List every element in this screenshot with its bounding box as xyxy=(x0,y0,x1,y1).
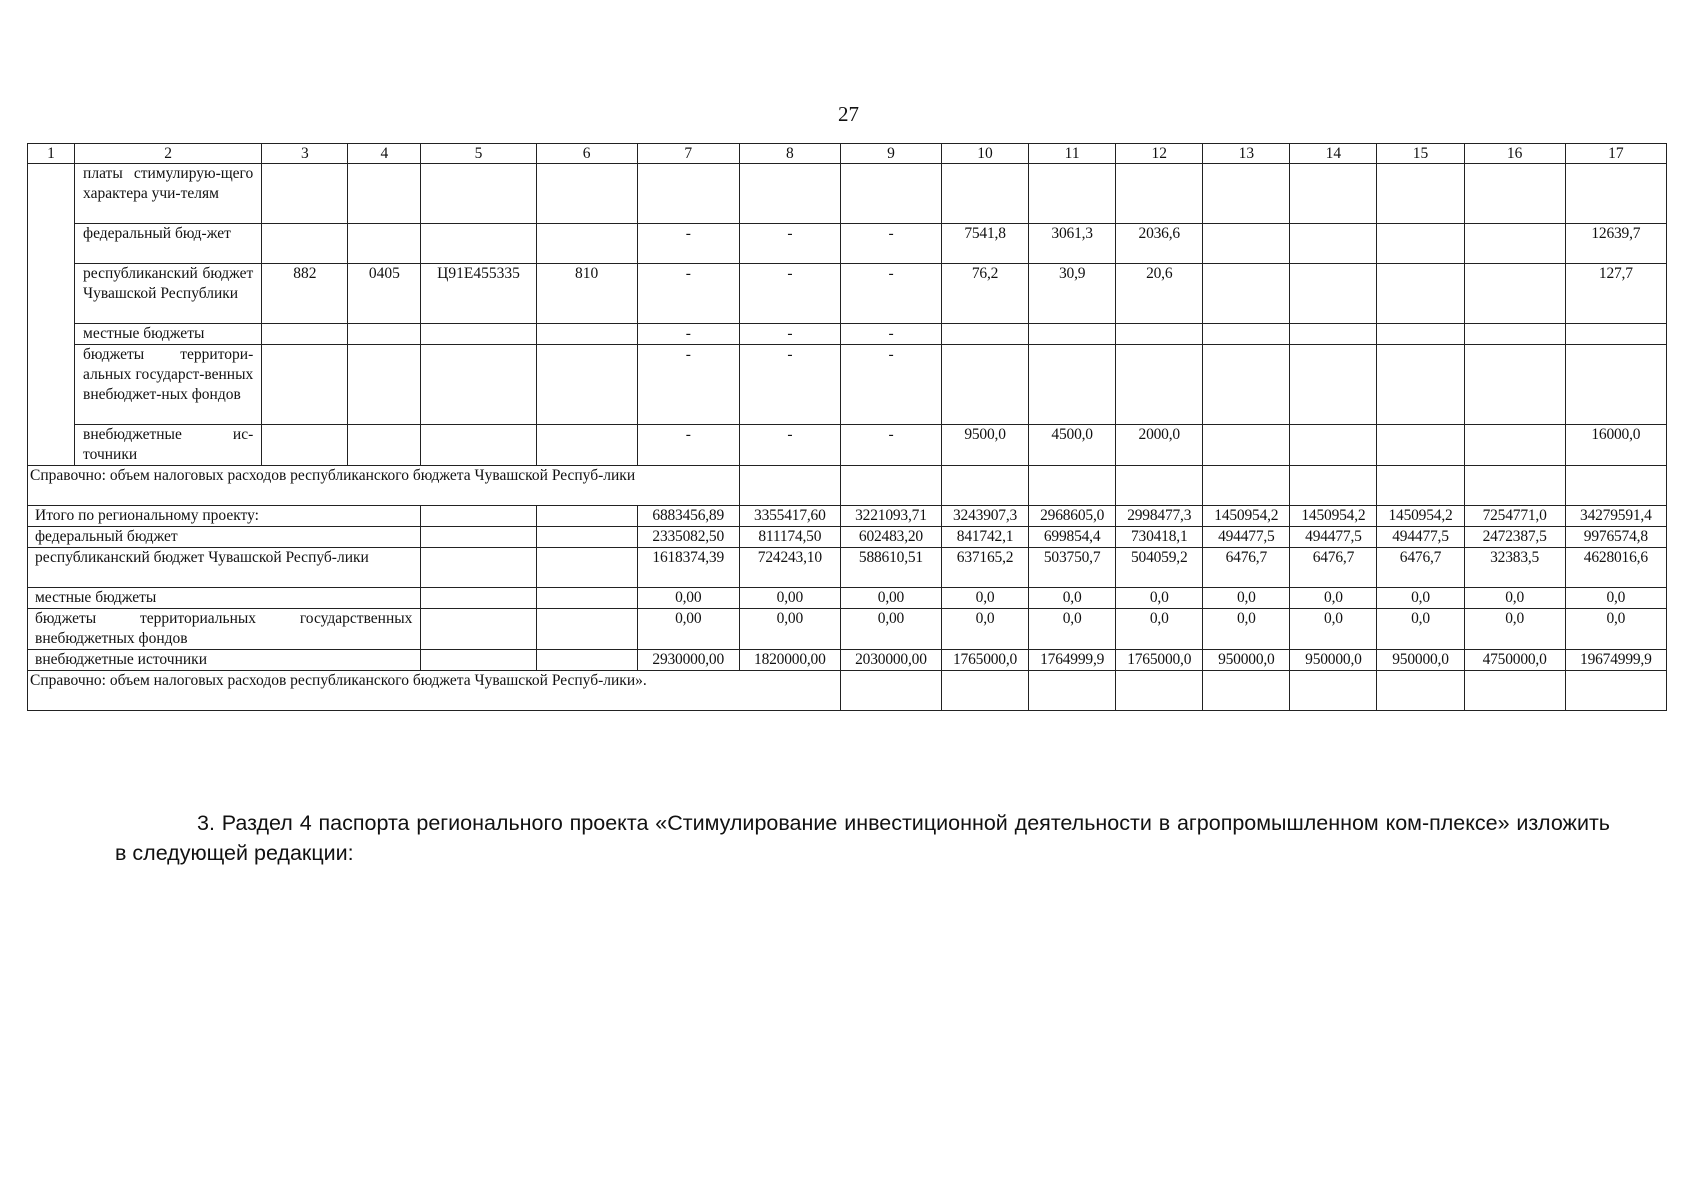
value-cell: - xyxy=(739,345,840,425)
value-cell xyxy=(739,164,840,224)
budget-table xyxy=(27,143,1667,711)
value-cell: - xyxy=(739,425,840,466)
value-cell: 3243907,3 xyxy=(942,506,1029,527)
code-cell xyxy=(262,425,348,466)
code-cell xyxy=(262,324,348,345)
header-cell: 11 xyxy=(1029,144,1116,164)
value-cell: 0,0 xyxy=(1290,609,1377,650)
value-cell: 0,0 xyxy=(1029,609,1116,650)
empty-cell xyxy=(536,650,637,671)
row-number-cell xyxy=(28,345,75,425)
empty-cell xyxy=(421,506,536,527)
page-number: 27 xyxy=(838,102,859,126)
value-cell: 34279591,4 xyxy=(1565,506,1666,527)
empty-cell xyxy=(1464,671,1565,711)
value-cell: 9500,0 xyxy=(942,425,1029,466)
row-name-cell: федеральный бюд-жет xyxy=(75,224,262,264)
value-cell: 637165,2 xyxy=(942,548,1029,588)
value-cell: - xyxy=(840,324,941,345)
value-cell: 0,0 xyxy=(1565,609,1666,650)
totals-label: внебюджетные источники xyxy=(28,650,421,671)
value-cell: 588610,51 xyxy=(840,548,941,588)
row-name-cell: внебюджетные ис-точники xyxy=(75,425,262,466)
value-cell: 494477,5 xyxy=(1290,527,1377,548)
value-cell: - xyxy=(840,264,941,324)
value-cell xyxy=(1464,425,1565,466)
value-cell: 950000,0 xyxy=(1377,650,1464,671)
value-cell xyxy=(1116,164,1203,224)
code-cell xyxy=(536,224,637,264)
value-cell xyxy=(1377,425,1464,466)
value-cell xyxy=(1464,324,1565,345)
value-cell xyxy=(1029,324,1116,345)
empty-cell xyxy=(840,466,941,506)
empty-cell xyxy=(1029,671,1116,711)
row-name-cell: местные бюджеты xyxy=(75,324,262,345)
header-cell: 3 xyxy=(262,144,348,164)
value-cell: 724243,10 xyxy=(739,548,840,588)
value-cell: 12639,7 xyxy=(1565,224,1666,264)
value-cell: 2036,6 xyxy=(1116,224,1203,264)
code-cell xyxy=(348,345,421,425)
value-cell xyxy=(1377,224,1464,264)
row-number-cell xyxy=(28,164,75,224)
empty-cell xyxy=(1565,466,1666,506)
value-cell: 1765000,0 xyxy=(942,650,1029,671)
value-cell: 4628016,6 xyxy=(1565,548,1666,588)
value-cell: 0,00 xyxy=(637,588,739,609)
reference-note: Справочно: объем налоговых расходов республиканского бюджета Чувашской Респуб-лики». xyxy=(28,671,841,711)
value-cell: 950000,0 xyxy=(1203,650,1290,671)
header-cell: 14 xyxy=(1290,144,1377,164)
header-cell: 10 xyxy=(942,144,1029,164)
value-cell xyxy=(1203,224,1290,264)
value-cell: 2968605,0 xyxy=(1029,506,1116,527)
row-name-cell: платы стимулирую-щего характера учи-телям xyxy=(75,164,262,224)
value-cell xyxy=(1116,324,1203,345)
value-cell: 1450954,2 xyxy=(1203,506,1290,527)
value-cell: 76,2 xyxy=(942,264,1029,324)
value-cell: 2000,0 xyxy=(1116,425,1203,466)
header-cell: 7 xyxy=(637,144,739,164)
instruction-paragraph: 3. Раздел 4 паспорта регионального проекта «Стимулирование инвестиционной деятельности в агропромышленном ком-плексе» изложить в следующей редакции: xyxy=(115,811,1610,865)
empty-cell xyxy=(421,548,536,588)
row-number-cell xyxy=(28,425,75,466)
value-cell xyxy=(1203,164,1290,224)
value-cell xyxy=(1464,164,1565,224)
empty-cell xyxy=(942,671,1029,711)
table-row xyxy=(28,264,1667,324)
value-cell xyxy=(1464,264,1565,324)
value-cell xyxy=(1377,264,1464,324)
value-cell: 2335082,50 xyxy=(637,527,739,548)
value-cell: 503750,7 xyxy=(1029,548,1116,588)
value-cell: 1618374,39 xyxy=(637,548,739,588)
header-cell: 2 xyxy=(75,144,262,164)
value-cell: 0,0 xyxy=(1464,609,1565,650)
table-header xyxy=(28,144,1667,164)
empty-cell xyxy=(536,609,637,650)
value-cell xyxy=(942,324,1029,345)
value-cell: 1450954,2 xyxy=(1377,506,1464,527)
header-cell: 1 xyxy=(28,144,75,164)
totals-label: бюджеты территориальных государственных внебюджетных фондов xyxy=(28,609,421,650)
value-cell: - xyxy=(739,324,840,345)
value-cell: 6476,7 xyxy=(1203,548,1290,588)
code-cell xyxy=(536,345,637,425)
value-cell xyxy=(1290,425,1377,466)
value-cell xyxy=(1203,264,1290,324)
empty-cell xyxy=(1464,466,1565,506)
value-cell: 494477,5 xyxy=(1377,527,1464,548)
empty-cell xyxy=(536,548,637,588)
value-cell: 0,0 xyxy=(942,588,1029,609)
value-cell: - xyxy=(739,264,840,324)
value-cell: - xyxy=(840,345,941,425)
row-number-cell xyxy=(28,224,75,264)
value-cell: 7254771,0 xyxy=(1464,506,1565,527)
value-cell: 20,6 xyxy=(1116,264,1203,324)
totals-label: федеральный бюджет xyxy=(28,527,421,548)
code-cell xyxy=(348,425,421,466)
empty-cell xyxy=(942,466,1029,506)
value-cell xyxy=(942,345,1029,425)
value-cell: 0,0 xyxy=(1203,609,1290,650)
code-cell xyxy=(348,164,421,224)
value-cell xyxy=(1029,164,1116,224)
code-cell xyxy=(536,425,637,466)
value-cell: 950000,0 xyxy=(1290,650,1377,671)
value-cell: - xyxy=(840,425,941,466)
value-cell: 1764999,9 xyxy=(1029,650,1116,671)
value-cell: 0,00 xyxy=(637,609,739,650)
table-row xyxy=(28,345,1667,425)
table-row xyxy=(28,324,1667,345)
value-cell: 6476,7 xyxy=(1377,548,1464,588)
totals-row xyxy=(28,548,1667,588)
value-cell: 0,0 xyxy=(1116,609,1203,650)
totals-label: Итого по региональному проекту: xyxy=(28,506,421,527)
header-cell: 5 xyxy=(421,144,536,164)
value-cell: 32383,5 xyxy=(1464,548,1565,588)
value-cell: - xyxy=(637,425,739,466)
value-cell: 0,0 xyxy=(1029,588,1116,609)
value-cell xyxy=(1565,345,1666,425)
code-cell xyxy=(536,324,637,345)
value-cell: 504059,2 xyxy=(1116,548,1203,588)
header-cell: 9 xyxy=(840,144,941,164)
code-cell xyxy=(262,224,348,264)
value-cell: - xyxy=(637,324,739,345)
value-cell: 0,0 xyxy=(1377,588,1464,609)
reference-row xyxy=(28,466,1667,506)
reference-row xyxy=(28,671,1667,711)
header-cell: 6 xyxy=(536,144,637,164)
value-cell: 841742,1 xyxy=(942,527,1029,548)
empty-cell xyxy=(421,588,536,609)
value-cell xyxy=(1290,224,1377,264)
code-cell xyxy=(421,164,536,224)
value-cell: 699854,4 xyxy=(1029,527,1116,548)
empty-cell xyxy=(1565,671,1666,711)
value-cell xyxy=(1377,164,1464,224)
header-cell: 17 xyxy=(1565,144,1666,164)
value-cell: 127,7 xyxy=(1565,264,1666,324)
value-cell xyxy=(1377,345,1464,425)
value-cell: 9976574,8 xyxy=(1565,527,1666,548)
empty-cell xyxy=(1290,466,1377,506)
code-cell xyxy=(421,324,536,345)
empty-cell xyxy=(1116,466,1203,506)
code-cell xyxy=(421,224,536,264)
value-cell: 0,0 xyxy=(1116,588,1203,609)
value-cell: - xyxy=(637,224,739,264)
value-cell: 730418,1 xyxy=(1116,527,1203,548)
value-cell: 2930000,00 xyxy=(637,650,739,671)
totals-row xyxy=(28,650,1667,671)
empty-cell xyxy=(536,506,637,527)
totals-row xyxy=(28,506,1667,527)
empty-cell xyxy=(840,671,941,711)
value-cell: 1450954,2 xyxy=(1290,506,1377,527)
value-cell: 0,0 xyxy=(1290,588,1377,609)
value-cell: 4750000,0 xyxy=(1464,650,1565,671)
value-cell: 0,0 xyxy=(1464,588,1565,609)
empty-cell xyxy=(421,527,536,548)
empty-cell xyxy=(739,466,840,506)
value-cell: 16000,0 xyxy=(1565,425,1666,466)
code-cell xyxy=(421,345,536,425)
value-cell: 4500,0 xyxy=(1029,425,1116,466)
value-cell: 2472387,5 xyxy=(1464,527,1565,548)
header-cell: 12 xyxy=(1116,144,1203,164)
value-cell xyxy=(1290,164,1377,224)
value-cell xyxy=(1203,345,1290,425)
table-row xyxy=(28,224,1667,264)
code-cell: Ц91Е455335 xyxy=(421,264,536,324)
header-cell: 13 xyxy=(1203,144,1290,164)
value-cell: 0,00 xyxy=(840,588,941,609)
row-name-cell: бюджеты территори-альных государст-венных внебюджет-ных фондов xyxy=(75,345,262,425)
empty-cell xyxy=(1377,671,1464,711)
value-cell: - xyxy=(637,264,739,324)
totals-label: республиканский бюджет Чувашской Респуб-лики xyxy=(28,548,421,588)
value-cell: 3221093,71 xyxy=(840,506,941,527)
totals-row xyxy=(28,588,1667,609)
value-cell xyxy=(1290,264,1377,324)
value-cell: 602483,20 xyxy=(840,527,941,548)
value-cell: 2030000,00 xyxy=(840,650,941,671)
empty-cell xyxy=(1290,671,1377,711)
table-body xyxy=(28,164,1667,711)
code-cell: 882 xyxy=(262,264,348,324)
value-cell: 1765000,0 xyxy=(1116,650,1203,671)
empty-cell xyxy=(536,527,637,548)
code-cell xyxy=(348,224,421,264)
code-cell: 810 xyxy=(536,264,637,324)
table-row xyxy=(28,164,1667,224)
value-cell: 2998477,3 xyxy=(1116,506,1203,527)
value-cell xyxy=(1464,224,1565,264)
code-cell xyxy=(262,164,348,224)
empty-cell xyxy=(421,609,536,650)
empty-cell xyxy=(536,588,637,609)
value-cell xyxy=(1116,345,1203,425)
value-cell xyxy=(1565,164,1666,224)
value-cell: - xyxy=(637,345,739,425)
header-cell: 4 xyxy=(348,144,421,164)
value-cell: 30,9 xyxy=(1029,264,1116,324)
value-cell: 6883456,89 xyxy=(637,506,739,527)
totals-label: местные бюджеты xyxy=(28,588,421,609)
row-number-cell xyxy=(28,264,75,324)
value-cell xyxy=(1565,324,1666,345)
value-cell xyxy=(840,164,941,224)
row-number-cell xyxy=(28,324,75,345)
value-cell: 3061,3 xyxy=(1029,224,1116,264)
empty-cell xyxy=(421,650,536,671)
value-cell: - xyxy=(840,224,941,264)
value-cell: 0,00 xyxy=(739,588,840,609)
value-cell xyxy=(1203,324,1290,345)
value-cell: 19674999,9 xyxy=(1565,650,1666,671)
value-cell: 0,0 xyxy=(1377,609,1464,650)
table-row xyxy=(28,425,1667,466)
empty-cell xyxy=(1029,466,1116,506)
value-cell: 0,0 xyxy=(942,609,1029,650)
empty-cell xyxy=(1203,671,1290,711)
value-cell xyxy=(942,164,1029,224)
value-cell: 0,00 xyxy=(840,609,941,650)
value-cell: 0,00 xyxy=(739,609,840,650)
value-cell: 7541,8 xyxy=(942,224,1029,264)
code-cell xyxy=(262,345,348,425)
header-cell: 16 xyxy=(1464,144,1565,164)
value-cell xyxy=(1290,324,1377,345)
value-cell: - xyxy=(739,224,840,264)
empty-cell xyxy=(1116,671,1203,711)
code-cell xyxy=(348,324,421,345)
totals-row xyxy=(28,527,1667,548)
value-cell xyxy=(637,164,739,224)
header-row xyxy=(28,144,1667,164)
code-cell: 0405 xyxy=(348,264,421,324)
row-name-cell: республиканский бюджет Чувашской Республики xyxy=(75,264,262,324)
empty-cell xyxy=(1203,466,1290,506)
header-cell: 8 xyxy=(739,144,840,164)
reference-note: Справочно: объем налоговых расходов республиканского бюджета Чувашской Респуб-лики xyxy=(28,466,740,506)
value-cell: 0,0 xyxy=(1565,588,1666,609)
header-cell: 15 xyxy=(1377,144,1464,164)
value-cell: 1820000,00 xyxy=(739,650,840,671)
value-cell: 494477,5 xyxy=(1203,527,1290,548)
totals-row xyxy=(28,609,1667,650)
value-cell: 0,0 xyxy=(1203,588,1290,609)
code-cell xyxy=(421,425,536,466)
value-cell xyxy=(1464,345,1565,425)
code-cell xyxy=(536,164,637,224)
value-cell: 3355417,60 xyxy=(739,506,840,527)
value-cell xyxy=(1377,324,1464,345)
value-cell xyxy=(1290,345,1377,425)
value-cell: 811174,50 xyxy=(739,527,840,548)
value-cell xyxy=(1203,425,1290,466)
value-cell xyxy=(1029,345,1116,425)
empty-cell xyxy=(1377,466,1464,506)
value-cell: 6476,7 xyxy=(1290,548,1377,588)
